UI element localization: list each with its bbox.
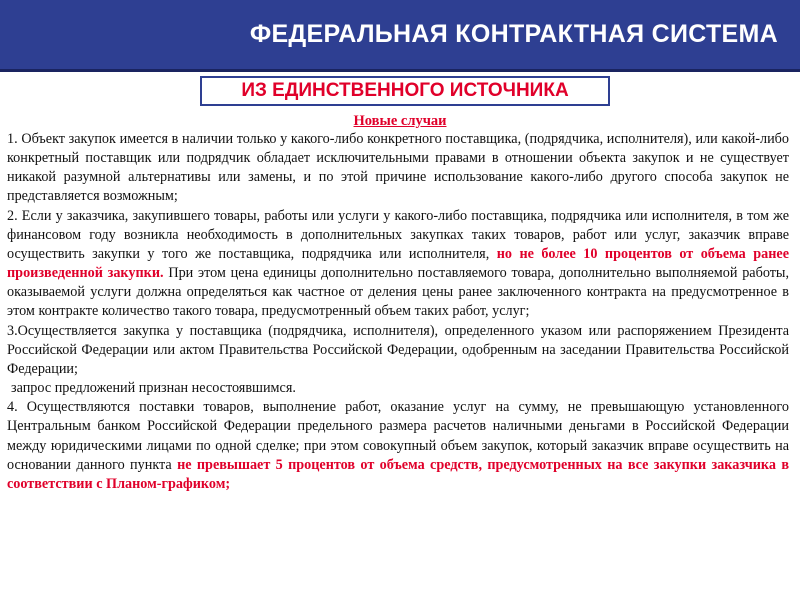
paragraph-3: 3.Осуществляется закупка у поставщика (подрядчика, исполнителя), определенного указом или распоряжением Президента Российской Федерации или актом Правительства Российской Федерации, одобренным на заседании Правительства Российской Федерации; [7, 322, 789, 377]
paragraph-2-highlight: но не более 10 процентов от объема ранее произведенной закупки. [7, 245, 790, 282]
header-banner [0, 0, 800, 72]
paragraph-1: 1. Объект закупок имеется в наличии только у какого-либо конкретного поставщика, (подрядчика, исполнителя), или какой-либо конкретный поставщик или подрядчик обладает исключительными правами в отношении объекта закупок и не существует никакой разумной альтернативы или замены, и по этой причине использование какого-либо другого способа закупок не представляется возможным; [7, 131, 789, 205]
paragraph-4-start: 4. Осуществляются поставки товаров, выполнение работ, оказание услуг на сумму, не превышающую установленного Центральным банком Российской Федерации предельного размера расчетов наличными деньгами в Российской Федерации между юридическими лицами по одной сделке; при этом совокупный объем закупок, который заказчик вправе осуществить на основании данного пункта [7, 399, 789, 473]
paragraph-2 [7, 207, 789, 322]
subtitle-box: ИЗ ЕДИНСТВЕННОГО ИСТОЧНИКА [200, 76, 610, 106]
paragraph-4 [7, 398, 789, 494]
paragraph-4-highlight: не превышает 5 процентов от объема средств, предусмотренных на все закупки заказчика в соответствии с Планом-графиком; [7, 456, 789, 492]
body-text [7, 130, 789, 494]
paragraph-2-end: При этом цена единицы дополнительно поставляемого товара, дополнительно выполняемой работы, оказываемой услуги должна определяться как частное от деления цены ранее заключенного контракта на предусмотренное в этом контракте количество такого товара, предусмотренный объем таких работ, услуг; [7, 265, 790, 320]
paragraph-3b: запрос предложений признан несостоявшимся. [11, 380, 296, 397]
page-title: ФЕДЕРАЛЬНАЯ КОНТРАКТНАЯ СИСТЕМА [249, 20, 778, 48]
paragraph-2-start: 2. Если у заказчика, закупившего товары, работы или услуги у какого-либо поставщика, подрядчика или исполнителя, в том же финансовом году возникла необходимость в дополнительных закупках таких товаров, работ или услуг, заказчик вправе осуществить закупки у того же поставщика, подрядчика или исполнителя, [7, 207, 789, 262]
section-heading: Новые случаи [353, 113, 447, 129]
